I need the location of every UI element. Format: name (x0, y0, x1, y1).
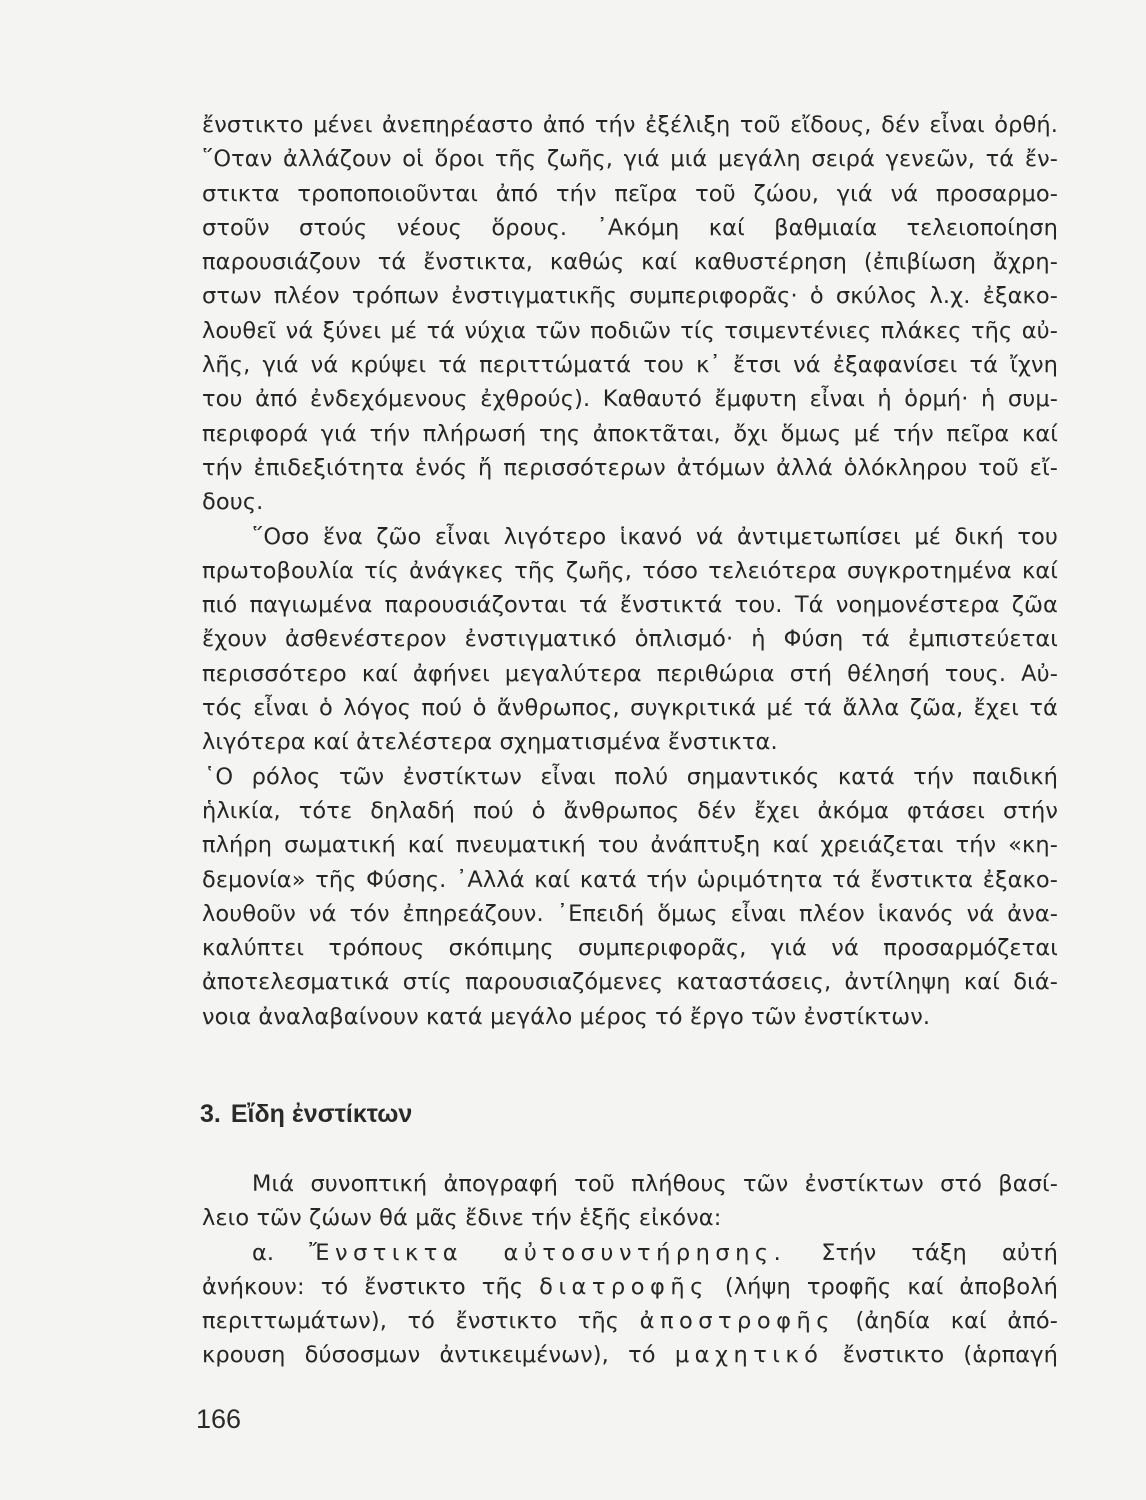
text-line: του ἀπό ἐνδεχόμενους ἐχθρούς). Καθαυτό ἔμφυτη εἶναι ἡ ὁρμή· ἡ συμ- (202, 386, 1058, 413)
text-line: τός εἶναι ὁ λόγος πού ὁ ἄνθρωπος, συγκριτικά μέ τά ἄλλα ζῶα, ἔχει τά (202, 695, 1058, 722)
text-line: ἔνστικτο μένει ἀνεπηρέαστο ἀπό τήν ἐξέλιξη τοῦ εἴδους, δέν εἶναι ὀρθή. (202, 112, 1058, 138)
text-line: καλύπτει τρόπους σκόπιμης συμπεριφορᾶς, γιά νά προσαρμόζεται (202, 935, 1058, 962)
spaced-term: μαχητικό (674, 1342, 824, 1369)
text-fragment: (λήψη τροφῆς καί ἀποβολή (724, 1273, 1058, 1300)
paragraph-4 (202, 1167, 1058, 1236)
text-fragment: περιττωμάτων), τό ἔνστικτο τῆς (202, 1308, 620, 1335)
text-line: πλήρη σωματική καί πνευματική του ἀνάπτυξη καί χρειάζεται τήν «κη- (202, 832, 1058, 859)
text-line: παρουσιάζουν τά ἔνστικτα, καθώς καί καθυστέρηση (ἐπιβίωση ἄχρη- (202, 249, 1058, 276)
text-line: περισσότερο καί ἀφήνει μεγαλύτερα περιθώρια στή θέλησή τους. Αὐ- (202, 660, 1058, 687)
paragraph-1 (202, 108, 1058, 520)
text-line: στοῦν στούς νέους ὅρους. ᾿Ακόμη καί βαθμιαία τελειοποίηση (202, 214, 1058, 241)
text-line: νοια ἀναλαβαίνουν κατά μεγάλο μέρος τό ἔργο τῶν ἐνστίκτων. (202, 1003, 931, 1030)
text-line: ῾Ο ρόλος τῶν ἐνστίκτων εἶναι πολύ σημαντικός κατά τήν παιδική (204, 763, 1058, 790)
text-line: στικτα τροποποιοῦνται ἀπό τήν πεῖρα τοῦ ζώου, γιά νά προσαρμο- (202, 180, 1058, 207)
text-line: πιό παγιωμένα παρουσιάζονται τά ἔνστικτά του. Τά νοημονέστερα ζῶα (202, 592, 1058, 619)
spaced-term: ἀποστροφῆς (639, 1308, 835, 1335)
text-line: ἡλικία, τότε δηλαδή πού ὁ ἄνθρωπος δέν ἔχει ἀκόμα φτάσει στήν (202, 797, 1058, 824)
text-line (202, 1270, 1058, 1304)
text-line: δεμονία» τῆς Φύσης. ᾿Αλλά καί κατά τήν ὡριμότητα τά ἔνστικτα ἐξακο- (202, 866, 1058, 893)
section-heading (200, 1100, 422, 1129)
text-line: λειο τῶν ζώων θά μᾶς ἔδινε τήν ἑξῆς εἰκόνα: (202, 1205, 722, 1232)
text-line: λιγότερα καί ἀτελέστερα σχηματισμένα ἔνστικτα. (202, 729, 778, 756)
text-line: λουθοῦν νά τόν ἐπηρεάζουν. ᾿Επειδή ὅμως εἶναι πλέον ἱκανός νά ἀνα- (202, 900, 1058, 927)
text-line: περιφορά γιά τήν πλήρωσή της ἀποκτᾶται, ὄχι ὅμως μέ τήν πεῖρα καί (202, 420, 1058, 447)
page-number: 166 (196, 1404, 242, 1434)
paragraph-2 (202, 520, 1058, 760)
paragraph-3 (202, 760, 1058, 1034)
text-line: πρωτοβουλία τίς ἀνάγκες τῆς ζωῆς, τόσο τελειότερα συγκροτημένα καί (202, 557, 1058, 584)
text-line: λῆς, γιά νά κρύψει τά περιττώματά του κ᾿ ἔτσι νά ἐξαφανίσει τά ἴχνη (202, 352, 1058, 379)
section-title: Εἴδη ἐνστίκτων (230, 1100, 413, 1128)
spaced-term: διατροφῆς (539, 1273, 709, 1300)
text-fragment: κρουση δύσοσμων ἀντικειμένων), τό (202, 1342, 656, 1369)
text-line: Μιά συνοπτική ἀπογραφή τοῦ πλήθους τῶν ἐνστίκτων στό βασί- (252, 1171, 1058, 1197)
text-line: ἀποτελεσματικά στίς παρουσιαζόμενες καταστάσεις, ἀντίληψη καί διά- (202, 969, 1058, 996)
text-fragment: Στήν τάξη αὐτή (821, 1239, 1058, 1266)
text-fragment: ἀνήκουν: τό ἔνστικτο τῆς (202, 1273, 524, 1300)
text-line (202, 1236, 1058, 1270)
text-line: λουθεῖ νά ξύνει μέ τά νύχια τῶν ποδιῶν τίς τσιμεντένιες πλάκες τῆς αὐ- (202, 317, 1058, 344)
section-number: 3. (200, 1100, 221, 1128)
body-text-lower (202, 1167, 1058, 1373)
text-line: ῞Οσο ἕνα ζῶο εἶναι λιγότερο ἱκανό νά ἀντιμετωπίσει μέ δική του (252, 523, 1058, 550)
list-label: α. (252, 1239, 275, 1266)
text-fragment: ἔνστικτο (ἁρπαγή (842, 1342, 1058, 1369)
paragraph-5 (202, 1236, 1058, 1373)
body-text-upper (202, 108, 1058, 1034)
text-line: ῞Οταν ἀλλάζουν οἱ ὅροι τῆς ζωῆς, γιά μιά μεγάλη σειρά γενεῶν, τά ἔν- (202, 146, 1058, 173)
text-line: τήν ἐπιδεξιότητα ἑνός ἤ περισσότερων ἀτόμων ἀλλά ὁλόκληρου τοῦ εἴ- (202, 454, 1058, 481)
text-line: δους. (202, 489, 264, 516)
text-line (202, 1304, 1058, 1338)
text-line: στων πλέον τρόπων ἐνστιγματικῆς συμπεριφορᾶς· ὁ σκύλος λ.χ. ἐξακο- (202, 283, 1058, 310)
text-line: ἔχουν ἀσθενέστερον ἐνστιγματικό ὁπλισμό· ἡ Φύση τά ἐμπιστεύεται (202, 626, 1058, 653)
text-fragment: (ἀηδία καί ἀπό- (855, 1308, 1058, 1335)
spaced-term: Ἔνστικτα αὐτοσυντήρησης. (309, 1239, 787, 1266)
text-line (202, 1338, 1058, 1372)
